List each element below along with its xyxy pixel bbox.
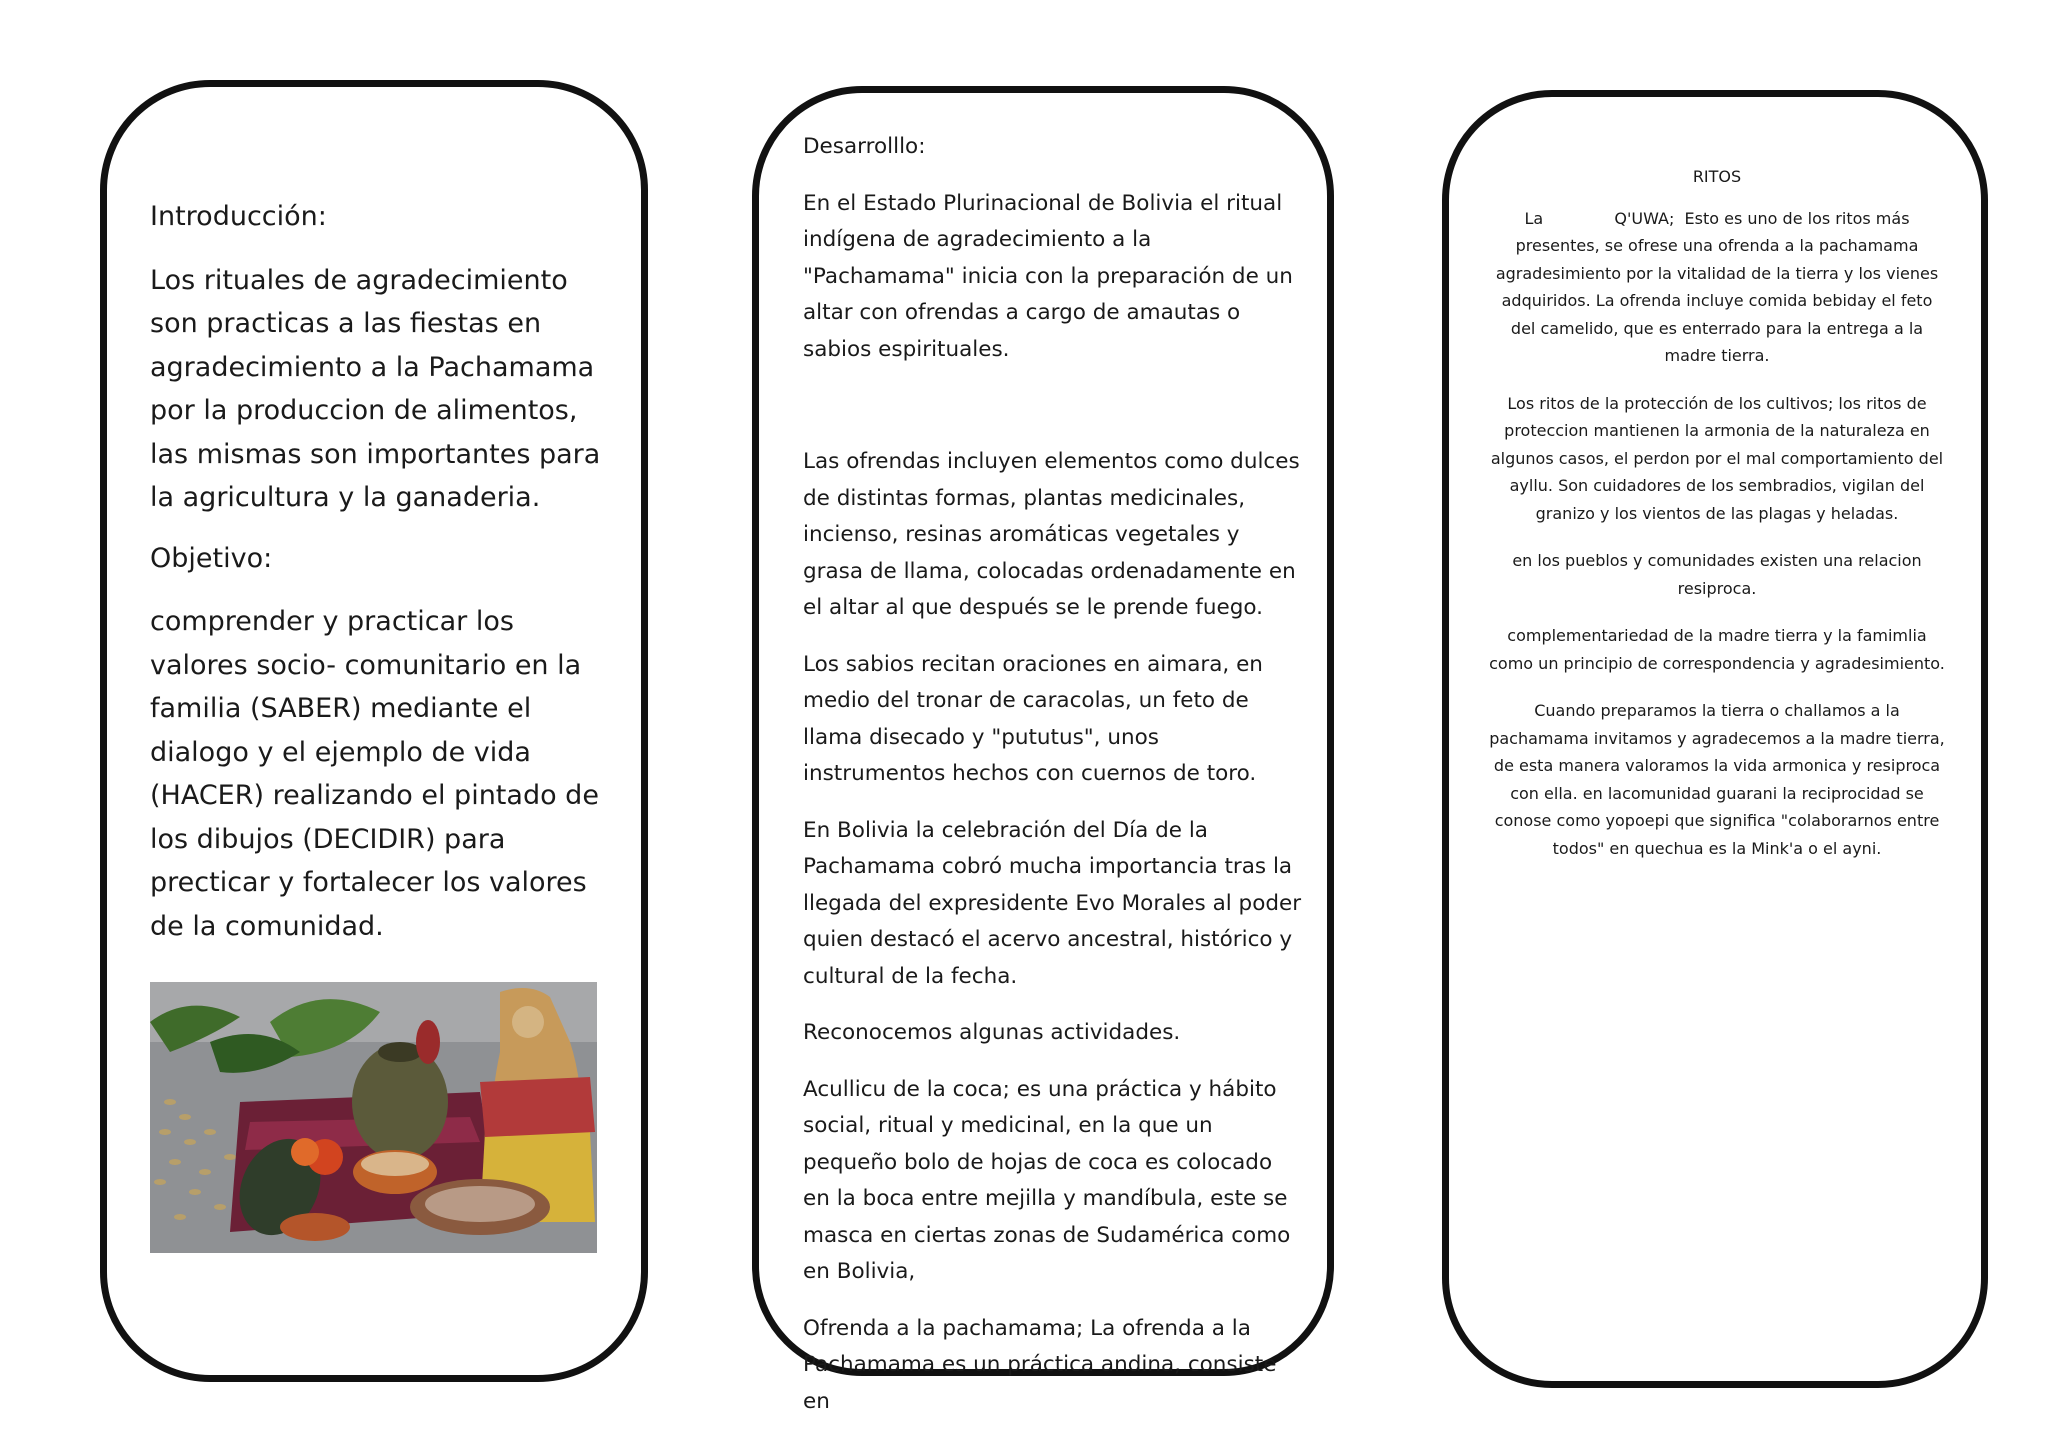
rites-paragraph: Los ritos de la protección de los cultivos; los ritos de proteccion mantienen la armonia de la naturaleza en algunos casos, el perdon por el mal comportamiento del ayllu. Son cuidadores de los sembradios, vigilan del granizo y los vientos de las plagas y heladas.	[1490, 393, 1944, 523]
objective-heading: Objetivo:	[150, 542, 273, 574]
development-paragraph: Los sabios recitan oraciones en aimara, en medio del tronar de caracolas, un feto de llama disecado y "pututus", unos instrumentos hechos con cuernos de toro.	[803, 651, 1263, 786]
rites-paragraph: complementariedad de la madre tierra y la famimlia como un principio de correspondencia y agradesimiento.	[1489, 626, 1945, 673]
development-panel	[752, 86, 1334, 1414]
intro-content	[150, 195, 620, 965]
offering-photo	[150, 982, 597, 1253]
intro-panel	[100, 80, 648, 1382]
rites-paragraph: en los pueblos y comunidades existen una relacion resiproca.	[1512, 551, 1922, 598]
development-paragraph: En el Estado Plurinacional de Bolivia el ritual indígena de agradecimiento a la "Pachamama" inicia con la preparación de un altar con ofrendas a cargo de amautas o sabios espirituales.	[803, 190, 1293, 362]
development-paragraph: Las ofrendas incluyen elementos como dulces de distintas formas, plantas medicinales, incienso, resinas aromáticas vegetales y grasa de llama, colocadas ordenadamente en el altar al que después se le prende fuego.	[803, 449, 1300, 620]
development-paragraph: En Bolivia la celebración del Día de la Pachamama cobró mucha importancia tras la llegada del expresidente Evo Morales al poder quien destacó el acervo ancestral, histórico y cultural de la fecha.	[803, 817, 1302, 989]
rites-paragraph: Cuando preparamos la tierra o challamos a la pachamama invitamos y agradecemos a la madre tierra, de esta manera valoramos la vida armonica y resiproca con ella. en lacomunidad guarani la reciprocidad se conose como yopoepi que significa "colaborarnos entre todos" en quechua es la Mink'a o el ayni.	[1489, 701, 1945, 858]
development-content	[803, 129, 1303, 1440]
rites-paragraph: La Q'UWA; Esto es uno de los ritos más presentes, se ofrese una ofrenda a la pachamama agradesimiento por la vitalidad de la tierra y los vienes adquiridos. La ofrenda incluye comida bebiday el feto del camelido, que es enterrado para la entrega a la madre tierra.	[1495, 208, 1944, 365]
intro-heading: Introducción:	[150, 201, 327, 232]
intro-text: Los rituales de agradecimiento son practicas a las fiestas en agradecimiento a la Pachamama por la produccion de alimentos, las mismas son importantes para la agricultura y la ganaderia.	[150, 264, 601, 513]
rites-panel	[1442, 90, 1988, 1388]
rites-title: RITOS	[1692, 167, 1742, 186]
development-paragraph: Ofrenda a la pachamama; La ofrenda a la Pachamama es un práctica andina, consiste en	[803, 1315, 1277, 1414]
rites-content	[1487, 163, 1947, 882]
objective-text: comprender y practicar los valores socio- comunitario en la familia (SABER) mediante el dialogo y el ejemplo de vida (HACER) realizando el pintado de los dibujos (DECIDIR) para precticar y fortalecer los valores de la comunidad.	[150, 606, 599, 942]
development-paragraph: Acullicu de la coca; es una práctica y hábito social, ritual y medicinal, en la que un pequeño bolo de hojas de coca es colocado en la boca entre mejilla y mandíbula, este se masca en ciertas zonas de Sudamérica como en Bolivia,	[803, 1076, 1291, 1284]
spacer	[803, 388, 1303, 444]
development-heading: Desarrolllo:	[803, 134, 926, 159]
development-paragraph: Reconocemos algunas actividades.	[803, 1020, 1181, 1045]
